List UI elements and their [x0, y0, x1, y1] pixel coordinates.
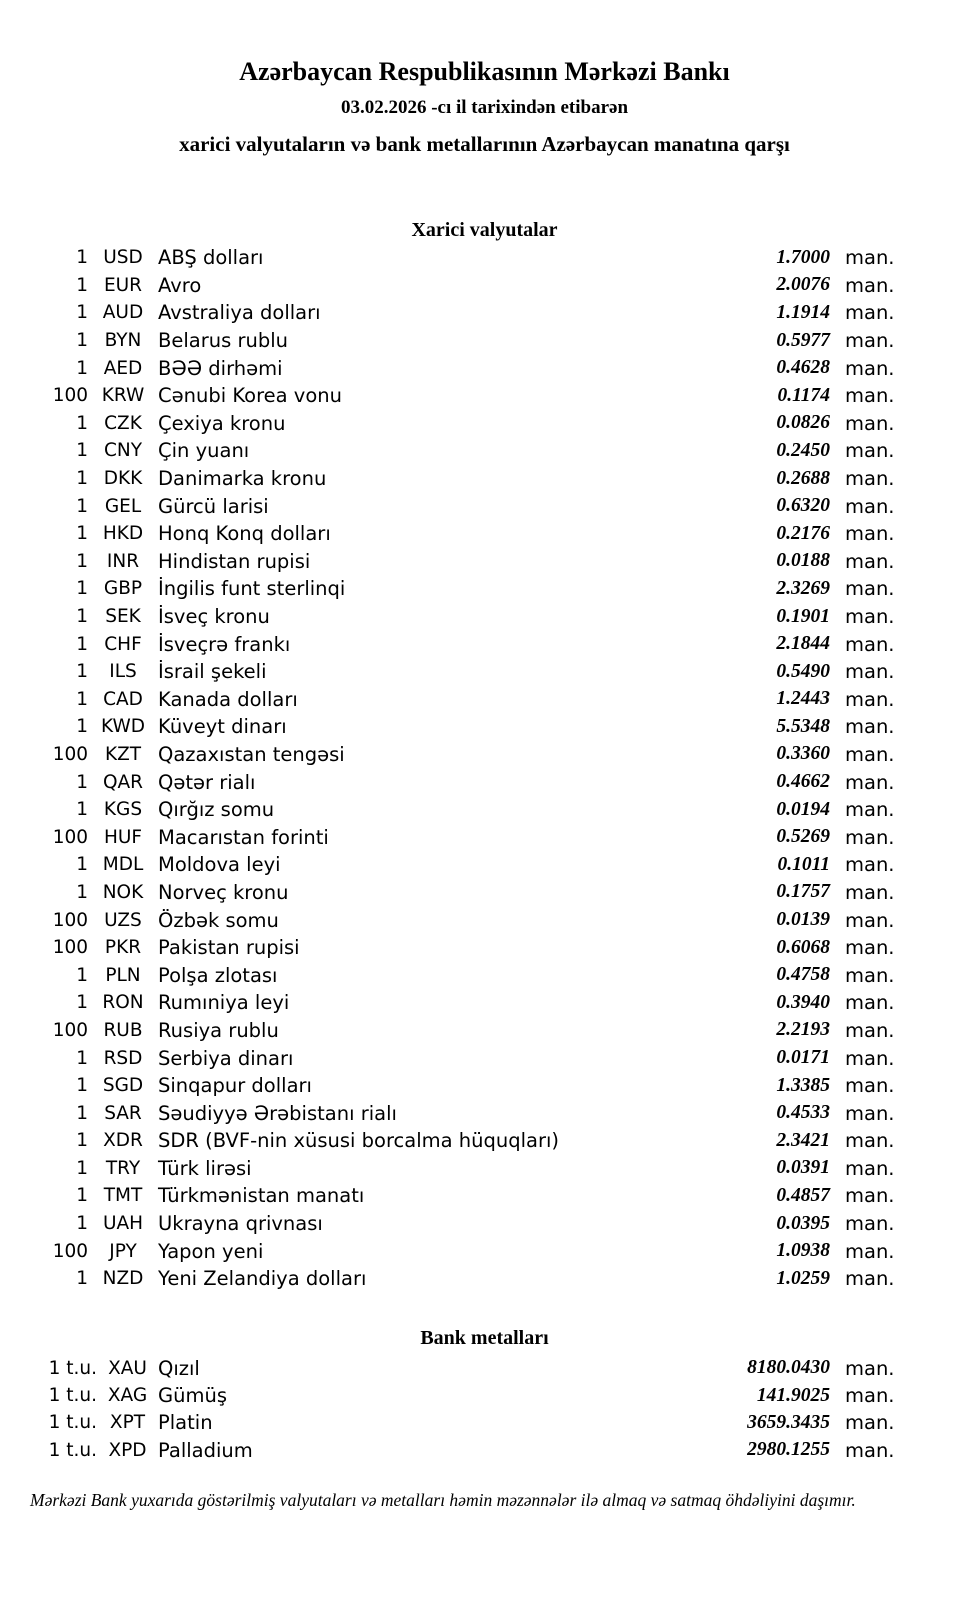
page-title: Azərbaycan Respublikasının Mərkəzi Bankı — [239, 57, 730, 86]
currency-code: UAH — [102, 1213, 144, 1235]
currency-code: XDR — [103, 1130, 143, 1152]
currency-name: Çin yuanı — [158, 439, 250, 463]
table-row — [0, 1355, 969, 1382]
unit-quantity: 1 — [76, 1268, 88, 1290]
rate-value: 0.0188 — [776, 550, 830, 572]
rate-value: 0.5977 — [776, 329, 830, 351]
currency-code: CAD — [103, 688, 143, 710]
manat-unit-label: man. — [845, 384, 895, 408]
unit-quantity: 1 t.u. — [48, 1412, 97, 1434]
unit-quantity: 100 — [52, 385, 88, 407]
unit-quantity: 1 t.u. — [48, 1439, 97, 1461]
currency-code: UZS — [104, 909, 142, 931]
rate-value: 3659.3435 — [747, 1411, 830, 1433]
table-row — [0, 1017, 969, 1045]
currency-name: Rusiya rublu — [158, 1018, 279, 1042]
rate-value: 8180.0430 — [747, 1357, 830, 1379]
rate-value: 0.6320 — [776, 495, 830, 517]
manat-unit-label: man. — [845, 356, 895, 380]
table-row — [0, 548, 969, 576]
rate-value: 1.3385 — [776, 1074, 830, 1096]
table-row — [0, 630, 969, 658]
manat-unit-label: man. — [845, 853, 895, 877]
manat-unit-label: man. — [845, 908, 895, 932]
manat-unit-label: man. — [845, 660, 895, 684]
manat-unit-label: man. — [845, 1267, 895, 1291]
bulletin-header — [0, 58, 969, 156]
currency-code: BYN — [104, 330, 142, 352]
currency-code: KGS — [103, 799, 143, 821]
unit-quantity: 100 — [52, 909, 88, 931]
currency-code: CZK — [104, 412, 142, 434]
table-row — [0, 1436, 969, 1463]
currency-code: RSD — [103, 1047, 143, 1069]
table-row — [0, 299, 969, 327]
rate-value: 2.0076 — [776, 274, 830, 296]
effective-date: 03.02.2026 -cı il tarixindən etibarən — [340, 97, 629, 118]
rate-value: 1.0259 — [776, 1267, 830, 1289]
rate-value: 1.1914 — [776, 301, 830, 323]
currency-code: KZT — [104, 743, 142, 765]
unit-quantity: 1 — [76, 440, 88, 462]
unit-quantity: 1 — [76, 550, 88, 572]
unit-quantity: 100 — [52, 826, 88, 848]
table-row — [0, 686, 969, 714]
currency-code: AED — [103, 357, 143, 379]
manat-unit-label: man. — [845, 1356, 895, 1380]
rate-value: 0.0391 — [776, 1157, 830, 1179]
table-row — [0, 1265, 969, 1293]
currency-code: PKR — [104, 937, 142, 959]
currency-name: Avro — [158, 273, 202, 297]
currency-code: TRY — [105, 1157, 141, 1179]
rate-value: 0.4758 — [776, 964, 830, 986]
table-row — [0, 244, 969, 272]
disclaimer-text: Mərkəzi Bank yuxarıda göstərilmiş valyutaları və metalları həmin məzənnələr ilə almaq və satmaq öhdəliyini daşımır. — [30, 1489, 856, 1510]
currency-name: İsrail şekeli — [158, 660, 267, 684]
currency-code: INR — [106, 550, 140, 572]
manat-unit-label: man. — [845, 1074, 895, 1098]
manat-unit-label: man. — [845, 1184, 895, 1208]
currency-name: SDR (BVF-nin xüsusi borcalma hüquqları) — [158, 1129, 560, 1153]
currency-name: Polşa zlotası — [158, 963, 278, 987]
table-row — [0, 575, 969, 603]
manat-unit-label: man. — [845, 880, 895, 904]
table-row — [0, 823, 969, 851]
rate-value: 0.4533 — [776, 1102, 830, 1124]
currency-name: ABŞ dolları — [158, 246, 264, 270]
table-row — [0, 1099, 969, 1127]
currency-name: Türkmənistan manatı — [158, 1184, 365, 1208]
currency-code: XAG — [107, 1385, 148, 1406]
currency-name: BƏƏ dirhəmi — [158, 356, 283, 380]
unit-quantity: 100 — [52, 1019, 88, 1041]
currency-code: USD — [103, 247, 143, 269]
rate-value: 0.2688 — [776, 467, 830, 489]
metals-section-title: Bank metalları — [420, 1326, 549, 1349]
manat-unit-label: man. — [845, 605, 895, 629]
table-row — [0, 1127, 969, 1155]
currency-name: Çexiya kronu — [158, 411, 286, 435]
currency-code: PLN — [105, 964, 141, 986]
manat-unit-label: man. — [845, 246, 895, 270]
manat-unit-label: man. — [845, 963, 895, 987]
currency-name: Pakistan rupisi — [158, 936, 300, 960]
table-row — [0, 906, 969, 934]
currency-code: HUF — [103, 826, 143, 848]
table-row — [0, 465, 969, 493]
rate-value: 0.1757 — [776, 881, 830, 903]
currency-code: TMT — [103, 1185, 143, 1207]
rate-value: 0.4662 — [776, 771, 830, 793]
currency-name: Qızıl — [158, 1356, 200, 1380]
rate-value: 0.5269 — [776, 826, 830, 848]
unit-quantity: 1 — [76, 468, 88, 490]
manat-unit-label: man. — [845, 1101, 895, 1125]
currency-name: Moldova leyi — [158, 853, 281, 877]
currency-rates-table — [0, 244, 969, 1293]
manat-unit-label: man. — [845, 798, 895, 822]
currency-code: CHF — [104, 633, 142, 655]
manat-unit-label: man. — [845, 1239, 895, 1263]
unit-quantity: 1 — [76, 606, 88, 628]
currency-name: Özbək somu — [158, 908, 279, 932]
table-row — [0, 741, 969, 769]
unit-quantity: 1 t.u. — [48, 1357, 97, 1379]
rate-value: 0.0395 — [776, 1212, 830, 1234]
currency-code: DKK — [103, 468, 143, 490]
table-row — [0, 1044, 969, 1072]
unit-quantity: 100 — [52, 1240, 88, 1262]
table-row — [0, 382, 969, 410]
currency-code: XPT — [109, 1412, 146, 1434]
unit-quantity: 1 — [76, 881, 88, 903]
unit-quantity: 1 — [76, 274, 88, 296]
currency-name: Palladium — [158, 1438, 253, 1462]
rate-value: 0.0139 — [776, 909, 830, 931]
rate-value: 0.4857 — [776, 1184, 830, 1206]
currency-code: NOK — [102, 881, 144, 903]
currency-name: Gürcü larisi — [158, 494, 269, 518]
table-row — [0, 961, 969, 989]
unit-quantity: 1 — [76, 1213, 88, 1235]
manat-unit-label: man. — [845, 687, 895, 711]
manat-unit-label: man. — [845, 936, 895, 960]
unit-quantity: 1 — [76, 1047, 88, 1069]
table-row — [0, 796, 969, 824]
currency-name: Serbiya dinarı — [158, 1046, 294, 1070]
rate-value: 2.3269 — [776, 577, 830, 599]
unit-quantity: 1 — [76, 771, 88, 793]
unit-quantity: 1 — [76, 799, 88, 821]
currency-name: Yapon yeni — [158, 1239, 264, 1263]
table-row — [0, 603, 969, 631]
manat-unit-label: man. — [845, 1129, 895, 1153]
unit-quantity: 1 t.u. — [48, 1385, 97, 1406]
manat-unit-label: man. — [845, 715, 895, 739]
unit-quantity: 1 — [76, 357, 88, 379]
rate-value: 0.4628 — [776, 357, 830, 379]
currency-name: İsveç kronu — [158, 605, 270, 629]
table-row — [0, 354, 969, 382]
table-row — [0, 768, 969, 796]
unit-quantity: 1 — [76, 578, 88, 600]
table-row — [0, 492, 969, 520]
unit-quantity: 1 — [76, 412, 88, 434]
currency-code: CNY — [103, 440, 143, 462]
currency-name: Rumıniya leyi — [158, 991, 290, 1015]
unit-quantity: 1 — [76, 661, 88, 683]
unit-quantity: 1 — [76, 495, 88, 517]
unit-quantity: 1 — [76, 247, 88, 269]
currency-code: RUB — [103, 1019, 143, 1041]
manat-unit-label: man. — [845, 549, 895, 573]
manat-unit-label: man. — [845, 1018, 895, 1042]
currency-name: Türk lirəsi — [158, 1156, 252, 1180]
table-row — [0, 437, 969, 465]
currency-code: RON — [102, 992, 144, 1014]
rate-value: 1.2443 — [776, 688, 830, 710]
currency-code: SGD — [102, 1075, 144, 1097]
bulletin-subtitle: xarici valyutaların və bank metallarının Azərbaycan manatına qarşı — [179, 132, 790, 156]
unit-quantity: 100 — [52, 937, 88, 959]
table-row — [0, 1210, 969, 1238]
currency-name: Ukrayna qrivnası — [158, 1212, 323, 1236]
currency-code: XAU — [108, 1357, 147, 1379]
unit-quantity: 1 — [76, 1157, 88, 1179]
manat-unit-label: man. — [845, 1384, 895, 1407]
manat-unit-label: man. — [845, 825, 895, 849]
manat-unit-label: man. — [845, 770, 895, 794]
manat-unit-label: man. — [845, 329, 895, 353]
unit-quantity: 1 — [76, 330, 88, 352]
table-row — [0, 851, 969, 879]
currency-name: Cənubi Korea vonu — [158, 384, 342, 408]
currency-code: KRW — [101, 385, 145, 407]
rate-value: 5.5348 — [776, 715, 830, 737]
rate-value: 2.1844 — [776, 633, 830, 655]
table-row — [0, 520, 969, 548]
manat-unit-label: man. — [845, 1156, 895, 1180]
currency-name: Küveyt dinarı — [158, 715, 287, 739]
rate-value: 0.3940 — [776, 991, 830, 1013]
currency-name: Danimarka kronu — [158, 467, 327, 491]
currency-code: QAR — [102, 771, 144, 793]
currency-code: SAR — [104, 1102, 142, 1124]
currency-name: Hindistan rupisi — [158, 549, 311, 573]
currency-code: XPD — [108, 1439, 147, 1461]
table-row — [0, 934, 969, 962]
table-row — [0, 1237, 969, 1265]
manat-unit-label: man. — [845, 1046, 895, 1070]
currency-name: Kanada dolları — [158, 687, 298, 711]
table-row — [0, 1382, 969, 1409]
currency-code: AUD — [102, 302, 144, 324]
currency-name: Səudiyyə Ərəbistanı rialı — [158, 1101, 397, 1125]
manat-unit-label: man. — [845, 273, 895, 297]
table-row — [0, 658, 969, 686]
rate-value: 0.0171 — [776, 1047, 830, 1069]
currency-name: Platin — [158, 1411, 213, 1435]
table-row — [0, 1155, 969, 1183]
table-row — [0, 713, 969, 741]
unit-quantity: 1 — [76, 1130, 88, 1152]
currency-code: SEK — [105, 606, 141, 628]
table-row — [0, 272, 969, 300]
unit-quantity: 1 — [76, 1102, 88, 1124]
unit-quantity: 100 — [52, 743, 88, 765]
manat-unit-label: man. — [845, 991, 895, 1015]
manat-unit-label: man. — [845, 439, 895, 463]
rate-value: 0.1174 — [777, 384, 830, 406]
table-row — [0, 879, 969, 907]
rate-value: 1.0938 — [776, 1240, 830, 1262]
table-row — [0, 989, 969, 1017]
currencies-section-title: Xarici valyutalar — [411, 219, 558, 241]
manat-unit-label: man. — [845, 577, 895, 601]
rate-value: 1.7000 — [776, 246, 830, 268]
unit-quantity: 1 — [76, 1185, 88, 1207]
unit-quantity: 1 — [76, 302, 88, 324]
unit-quantity: 1 — [76, 688, 88, 710]
currency-name: Avstraliya dolları — [158, 301, 321, 325]
rate-value: 0.2450 — [776, 439, 830, 461]
unit-quantity: 1 — [76, 523, 88, 545]
rate-value: 0.3360 — [776, 743, 830, 765]
table-row — [0, 410, 969, 438]
unit-quantity: 1 — [76, 854, 88, 876]
manat-unit-label: man. — [845, 522, 895, 546]
table-row — [0, 1409, 969, 1436]
currency-name: Yeni Zelandiya dolları — [158, 1267, 367, 1291]
rate-value: 0.5490 — [776, 660, 830, 682]
currency-code: MDL — [102, 854, 144, 876]
rate-value: 2.3421 — [776, 1129, 830, 1151]
currency-name: Qazaxıstan tengəsi — [158, 742, 345, 766]
rate-value: 0.2176 — [776, 522, 830, 544]
manat-unit-label: man. — [845, 494, 895, 518]
currency-code: KWD — [100, 716, 145, 738]
rate-value: 141.9025 — [756, 1384, 830, 1406]
manat-unit-label: man. — [845, 301, 895, 325]
unit-quantity: 1 — [76, 992, 88, 1014]
metal-rates-table — [0, 1355, 969, 1464]
currency-code: ILS — [109, 661, 137, 683]
currency-name: Honq Konq dolları — [158, 522, 331, 546]
unit-quantity: 1 — [76, 1075, 88, 1097]
currency-name: Macarıstan forinti — [158, 825, 329, 849]
currency-name: Norveç kronu — [158, 880, 289, 904]
currency-name: Gümüş — [158, 1384, 227, 1407]
currency-name: Qətər rialı — [158, 770, 256, 794]
rate-value: 2980.1255 — [747, 1439, 830, 1461]
currency-code: HKD — [102, 523, 144, 545]
rate-value: 0.0194 — [776, 798, 830, 820]
unit-quantity: 1 — [76, 633, 88, 655]
currency-code: NZD — [102, 1268, 144, 1290]
currency-code: GBP — [103, 578, 143, 600]
currency-name: Qırğız somu — [158, 798, 275, 822]
unit-quantity: 1 — [76, 964, 88, 986]
currency-name: Sinqapur dolları — [158, 1074, 312, 1098]
table-row — [0, 1182, 969, 1210]
manat-unit-label: man. — [845, 1438, 895, 1462]
rate-value: 0.6068 — [776, 936, 830, 958]
manat-unit-label: man. — [845, 742, 895, 766]
manat-unit-label: man. — [845, 1411, 895, 1435]
table-row — [0, 327, 969, 355]
rate-value: 0.1011 — [777, 853, 830, 875]
currency-name: İsveçrə frankı — [158, 632, 291, 656]
unit-quantity: 1 — [76, 716, 88, 738]
currency-code: JPY — [109, 1240, 137, 1262]
currency-code: GEL — [104, 495, 142, 517]
rate-value: 2.2193 — [776, 1019, 830, 1041]
manat-unit-label: man. — [845, 1212, 895, 1236]
table-row — [0, 1072, 969, 1100]
rate-value: 0.0826 — [776, 412, 830, 434]
manat-unit-label: man. — [845, 632, 895, 656]
currency-code: EUR — [103, 274, 143, 296]
rate-value: 0.1901 — [776, 605, 830, 627]
currency-name: Belarus rublu — [158, 329, 289, 353]
manat-unit-label: man. — [845, 411, 895, 435]
currency-name: İngilis funt sterlinqi — [158, 577, 346, 601]
manat-unit-label: man. — [845, 467, 895, 491]
